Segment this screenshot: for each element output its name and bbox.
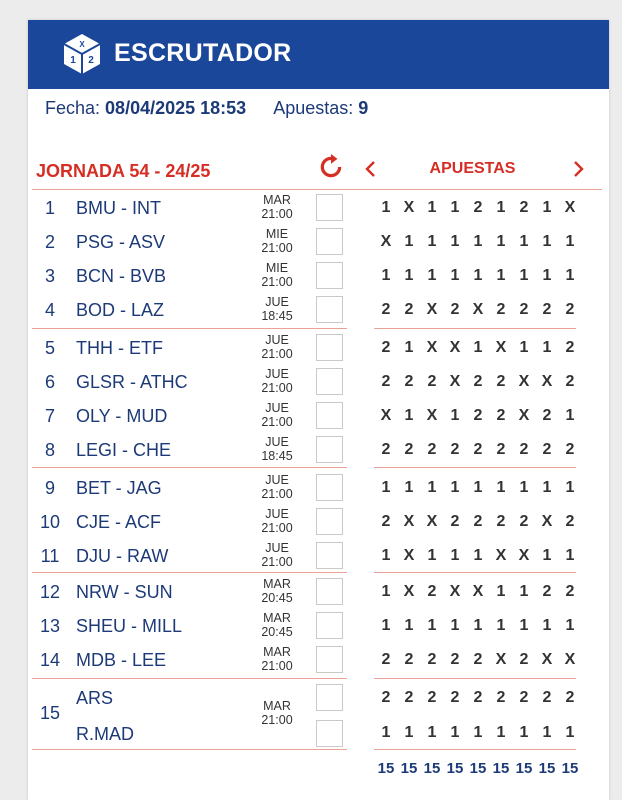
hit-count-cell: 15	[469, 760, 487, 777]
match-number: 11	[40, 546, 60, 566]
hit-count-cell: 15	[492, 760, 510, 777]
bet-cell: X	[518, 373, 530, 390]
match-time: 18:45	[261, 309, 293, 323]
match-teams: BMU - INT	[76, 198, 161, 218]
match-date	[249, 541, 305, 569]
bet-cell: 1	[473, 267, 483, 284]
bet-cell: 1	[404, 339, 414, 356]
hit-count-cell: 15	[538, 760, 556, 777]
pleno-away-checkbox[interactable]	[316, 720, 343, 747]
bet-cell: 1	[519, 233, 529, 250]
match-result-checkbox[interactable]	[316, 436, 343, 463]
match-time: 21:00	[261, 207, 293, 221]
bet-cell: 1	[404, 233, 414, 250]
match-number: 2	[44, 232, 55, 252]
bet-cell: 2	[404, 301, 414, 318]
bet-cell: 1	[565, 267, 575, 284]
bet-cell: 2	[565, 689, 575, 706]
refresh-icon[interactable]	[318, 154, 344, 180]
bet-cell: 2	[542, 301, 552, 318]
group-divider	[32, 678, 347, 679]
bet-cell: X	[495, 547, 507, 564]
info-line	[45, 98, 368, 119]
bet-cell: 1	[450, 199, 460, 216]
bet-cell: 2	[450, 689, 460, 706]
bet-cell: X	[426, 407, 438, 424]
match-time: 20:45	[261, 625, 293, 639]
match-time: 21:00	[261, 487, 293, 501]
pleno-day: MAR	[263, 699, 291, 713]
svg-text:2: 2	[88, 55, 94, 66]
hit-count-cell: 15	[561, 760, 579, 777]
bet-cell: 2	[473, 651, 483, 668]
bet-cell: 1	[542, 617, 552, 634]
hit-count-cell: 15	[446, 760, 464, 777]
pleno-date	[249, 699, 305, 727]
bet-cell: X	[518, 547, 530, 564]
match-number: 14	[39, 650, 61, 670]
bet-cell: 2	[427, 651, 437, 668]
match-number: 5	[44, 338, 55, 358]
group-divider	[374, 572, 576, 573]
bet-cell: 2	[542, 689, 552, 706]
bet-cell: X	[518, 407, 530, 424]
bet-cell: 2	[496, 513, 506, 530]
match-day: MAR	[263, 645, 291, 659]
bottom-divider	[32, 749, 347, 750]
match-result-checkbox[interactable]	[316, 474, 343, 501]
hit-count-cell: 15	[515, 760, 533, 777]
bet-cell: 1	[404, 267, 414, 284]
bet-cell: 2	[565, 373, 575, 390]
bet-row	[376, 407, 579, 427]
bet-cell: X	[403, 513, 415, 530]
bet-cell: 1	[473, 339, 483, 356]
bet-cell: 1	[404, 724, 414, 741]
match-teams: SHEU - MILL	[76, 616, 183, 636]
bet-cell: 2	[519, 301, 529, 318]
match-teams: NRW - SUN	[76, 582, 173, 602]
bet-cell: 1	[427, 479, 437, 496]
bet-row	[376, 199, 579, 219]
match-date	[249, 367, 305, 395]
match-teams: DJU - RAW	[76, 546, 169, 566]
bet-cell: 2	[381, 513, 391, 530]
match-teams: CJE - ACF	[76, 512, 162, 532]
bet-cell: 2	[496, 689, 506, 706]
match-number: 9	[44, 478, 55, 498]
bet-row	[376, 339, 579, 359]
bet-cell: 1	[496, 583, 506, 600]
bet-cell: 2	[473, 373, 483, 390]
bet-row	[376, 651, 579, 671]
bet-cell: 1	[496, 724, 506, 741]
match-day: JUE	[265, 295, 289, 309]
pleno-number: 15	[39, 703, 61, 723]
match-date	[249, 295, 305, 323]
bet-cell: 2	[404, 441, 414, 458]
bet-cell: 1	[427, 617, 437, 634]
bet-cell: X	[426, 339, 438, 356]
bet-cell: 1	[450, 724, 460, 741]
match-day: JUE	[265, 473, 289, 487]
bet-cell: X	[380, 407, 392, 424]
bet-cell: X	[449, 339, 461, 356]
match-date	[249, 645, 305, 673]
match-day: MIE	[265, 261, 289, 275]
bet-cell: 1	[427, 199, 437, 216]
bet-cell: 2	[496, 441, 506, 458]
bet-cell: 1	[519, 583, 529, 600]
bet-cell: 2	[496, 373, 506, 390]
bet-cell: 1	[427, 547, 437, 564]
bet-cell: 2	[565, 301, 575, 318]
bet-cell: X	[472, 583, 484, 600]
match-teams: PSG - ASV	[76, 232, 166, 252]
bet-cell: 2	[381, 689, 391, 706]
bet-cell: X	[403, 547, 415, 564]
bet-cell: 1	[496, 233, 506, 250]
bet-cell: 1	[450, 267, 460, 284]
match-number: 10	[39, 512, 61, 532]
bet-cell: 1	[381, 267, 391, 284]
chevron-left-icon[interactable]	[362, 159, 380, 179]
match-day: JUE	[265, 401, 289, 415]
bet-cell: 1	[473, 547, 483, 564]
bet-cell: X	[403, 199, 415, 216]
bet-cell: 2	[565, 583, 575, 600]
bet-cell: 1	[473, 479, 483, 496]
bet-cell: 1	[542, 199, 552, 216]
match-date	[249, 401, 305, 429]
app-title: ESCRUTADOR	[114, 39, 292, 67]
bet-cell: 2	[565, 441, 575, 458]
match-time: 21:00	[261, 347, 293, 361]
bet-row	[376, 513, 579, 533]
match-number: 6	[44, 372, 55, 392]
pleno-time: 21:00	[261, 713, 293, 727]
bet-cell: X	[541, 373, 553, 390]
match-number: 7	[44, 406, 55, 426]
group-divider	[374, 328, 576, 329]
bet-cell: 1	[473, 617, 483, 634]
match-day: JUE	[265, 507, 289, 521]
hit-count-cell: 15	[423, 760, 441, 777]
bet-cell: 2	[519, 689, 529, 706]
bet-cell: 2	[542, 407, 552, 424]
bet-cell: 1	[450, 547, 460, 564]
match-date	[249, 333, 305, 361]
bet-cell: 1	[404, 407, 414, 424]
match-result-checkbox[interactable]	[316, 612, 343, 639]
match-date	[249, 611, 305, 639]
bet-cell: 1	[450, 479, 460, 496]
apuestas-label: Apuestas:	[273, 98, 354, 118]
match-day: JUE	[265, 435, 289, 449]
group-divider	[32, 572, 347, 573]
bet-cell: 1	[496, 479, 506, 496]
match-day: JUE	[265, 367, 289, 381]
group-divider	[32, 328, 347, 329]
bet-cell: 2	[519, 199, 529, 216]
match-teams: OLY - MUD	[76, 406, 168, 426]
bet-cell: 1	[519, 339, 529, 356]
hit-count-cell: 15	[377, 760, 395, 777]
bet-cell: X	[426, 513, 438, 530]
bet-cell: 2	[542, 441, 552, 458]
match-day: MAR	[263, 577, 291, 591]
bet-cell: X	[426, 301, 438, 318]
match-date	[249, 227, 305, 255]
bet-row	[376, 583, 579, 603]
bet-row	[376, 547, 579, 567]
bet-cell: 2	[519, 513, 529, 530]
match-result-checkbox[interactable]	[316, 578, 343, 605]
bet-cell: 1	[542, 724, 552, 741]
match-result-checkbox[interactable]	[316, 228, 343, 255]
pleno-away-team: R.MAD	[76, 724, 134, 744]
bet-cell: 2	[565, 339, 575, 356]
apuestas-title: APUESTAS	[429, 160, 516, 177]
match-day: MAR	[263, 611, 291, 625]
bet-row	[376, 617, 579, 637]
bet-cell: 2	[427, 373, 437, 390]
bet-cell: 2	[473, 407, 483, 424]
match-teams: BCN - BVB	[76, 266, 167, 286]
bet-cell: 2	[473, 513, 483, 530]
chevron-right-icon[interactable]	[569, 159, 587, 179]
match-result-checkbox[interactable]	[316, 402, 343, 429]
bet-cell: 2	[473, 689, 483, 706]
bet-cell: 2	[450, 301, 460, 318]
match-result-checkbox[interactable]	[316, 368, 343, 395]
match-teams: BOD - LAZ	[76, 300, 165, 320]
bet-cell: 1	[542, 479, 552, 496]
match-result-checkbox[interactable]	[316, 296, 343, 323]
bet-cell: 1	[381, 617, 391, 634]
bet-cell: 1	[381, 724, 391, 741]
match-teams: LEGI - CHE	[76, 440, 172, 460]
match-time: 21:00	[261, 381, 293, 395]
bet-cell: 2	[427, 689, 437, 706]
bet-cell: 2	[404, 373, 414, 390]
bet-cell: 1	[565, 617, 575, 634]
bet-cell: 1	[427, 267, 437, 284]
jornada-title: JORNADA 54 - 24/25	[36, 161, 211, 181]
match-date	[249, 577, 305, 605]
bet-cell: 1	[381, 547, 391, 564]
match-time: 21:00	[261, 415, 293, 429]
bet-cell: 1	[496, 199, 506, 216]
bet-cell: 1	[427, 233, 437, 250]
bet-cell: 2	[381, 373, 391, 390]
match-teams: MDB - LEE	[76, 650, 167, 670]
match-time: 21:00	[261, 275, 293, 289]
match-teams: GLSR - ATHC	[76, 372, 188, 392]
svg-text:X: X	[79, 40, 85, 49]
match-time: 21:00	[261, 555, 293, 569]
bet-row	[376, 233, 579, 253]
match-result-checkbox[interactable]	[316, 646, 343, 673]
bet-cell: 2	[381, 339, 391, 356]
bet-cell: 2	[450, 441, 460, 458]
match-date	[249, 261, 305, 289]
bet-cell: 1	[565, 233, 575, 250]
bottom-divider	[374, 749, 576, 750]
bet-cell: 2	[496, 407, 506, 424]
bet-row	[376, 479, 579, 499]
bet-cell: 2	[565, 513, 575, 530]
bet-cell: X	[541, 651, 553, 668]
group-divider	[374, 467, 576, 468]
bet-cell: 1	[450, 617, 460, 634]
match-day: MIE	[265, 227, 289, 241]
bet-cell: 1	[542, 267, 552, 284]
bet-cell: 2	[404, 651, 414, 668]
match-date	[249, 507, 305, 535]
match-number: 12	[39, 582, 61, 602]
match-date	[249, 435, 305, 463]
quiniela-cube-icon	[62, 32, 102, 76]
match-teams: THH - ETF	[76, 338, 163, 358]
group-divider	[32, 467, 347, 468]
bet-cell: X	[472, 301, 484, 318]
bet-cell: 2	[381, 651, 391, 668]
bet-cell: 2	[473, 199, 483, 216]
bet-cell: 1	[381, 199, 391, 216]
match-result-checkbox[interactable]	[316, 542, 343, 569]
bet-cell: 1	[427, 724, 437, 741]
bet-cell: X	[380, 233, 392, 250]
pleno-home-bet-row	[376, 689, 579, 709]
bet-cell: 1	[496, 267, 506, 284]
bet-cell: 1	[542, 547, 552, 564]
match-time: 21:00	[261, 521, 293, 535]
bet-cell: 1	[381, 583, 391, 600]
match-result-checkbox[interactable]	[316, 334, 343, 361]
match-result-checkbox[interactable]	[316, 508, 343, 535]
bet-cell: 1	[519, 617, 529, 634]
bet-cell: X	[564, 199, 576, 216]
bet-cell: X	[495, 339, 507, 356]
bet-cell: 2	[496, 301, 506, 318]
bet-cell: X	[564, 651, 576, 668]
bet-cell: 2	[450, 651, 460, 668]
bet-cell: 1	[473, 233, 483, 250]
bet-cell: X	[403, 583, 415, 600]
bet-cell: 1	[519, 479, 529, 496]
counts-row	[376, 760, 579, 780]
match-number: 4	[44, 300, 55, 320]
bet-cell: 2	[450, 513, 460, 530]
hit-count-cell: 15	[400, 760, 418, 777]
match-number: 8	[44, 440, 55, 460]
bet-row	[376, 267, 579, 287]
bet-cell: X	[449, 583, 461, 600]
bet-cell: 1	[565, 479, 575, 496]
bet-cell: 1	[519, 267, 529, 284]
match-date	[249, 473, 305, 501]
match-number: 13	[39, 616, 61, 636]
bet-cell: X	[495, 651, 507, 668]
bet-cell: 1	[565, 547, 575, 564]
header-divider	[32, 189, 602, 190]
bet-cell: 1	[450, 407, 460, 424]
pleno-home-checkbox[interactable]	[316, 684, 343, 711]
match-time: 18:45	[261, 449, 293, 463]
match-time: 20:45	[261, 591, 293, 605]
match-number: 1	[44, 198, 55, 218]
fecha-value: 08/04/2025 18:53	[105, 98, 247, 118]
match-date	[249, 193, 305, 221]
bet-row	[376, 441, 579, 461]
bet-cell: 2	[427, 441, 437, 458]
apuestas-value: 9	[358, 98, 369, 118]
group-divider	[374, 678, 576, 679]
bet-cell: 2	[404, 689, 414, 706]
bet-cell: 1	[473, 724, 483, 741]
bet-cell: X	[541, 513, 553, 530]
match-time: 21:00	[261, 241, 293, 255]
match-day: JUE	[265, 333, 289, 347]
bet-cell: 1	[565, 407, 575, 424]
bet-cell: 2	[519, 441, 529, 458]
bet-cell: 2	[473, 441, 483, 458]
bet-cell: 2	[427, 583, 437, 600]
bet-cell: 2	[542, 583, 552, 600]
bet-cell: 1	[565, 724, 575, 741]
fecha-label: Fecha:	[45, 98, 101, 118]
bet-cell: 1	[404, 479, 414, 496]
bet-cell: 1	[450, 233, 460, 250]
bet-cell: 2	[381, 441, 391, 458]
bet-cell: 1	[519, 724, 529, 741]
pleno-home-team: ARS	[76, 688, 114, 708]
pleno-away-bet-row	[376, 724, 579, 744]
svg-text:1: 1	[70, 55, 76, 66]
bet-row	[376, 301, 579, 321]
match-result-checkbox[interactable]	[316, 194, 343, 221]
bet-row	[376, 373, 579, 393]
bet-cell: 2	[381, 301, 391, 318]
bet-cell: 1	[381, 479, 391, 496]
bet-cell: 1	[542, 233, 552, 250]
match-number: 3	[44, 266, 55, 286]
bet-cell: X	[449, 373, 461, 390]
bet-cell: 1	[542, 339, 552, 356]
match-result-checkbox[interactable]	[316, 262, 343, 289]
match-time: 21:00	[261, 659, 293, 673]
scrutiny-card	[28, 20, 609, 800]
match-day: MAR	[263, 193, 291, 207]
match-day: JUE	[265, 541, 289, 555]
bet-cell: 2	[519, 651, 529, 668]
app-header	[28, 20, 609, 89]
bet-cell: 1	[496, 617, 506, 634]
match-teams: BET - JAG	[76, 478, 162, 498]
bet-cell: 1	[404, 617, 414, 634]
